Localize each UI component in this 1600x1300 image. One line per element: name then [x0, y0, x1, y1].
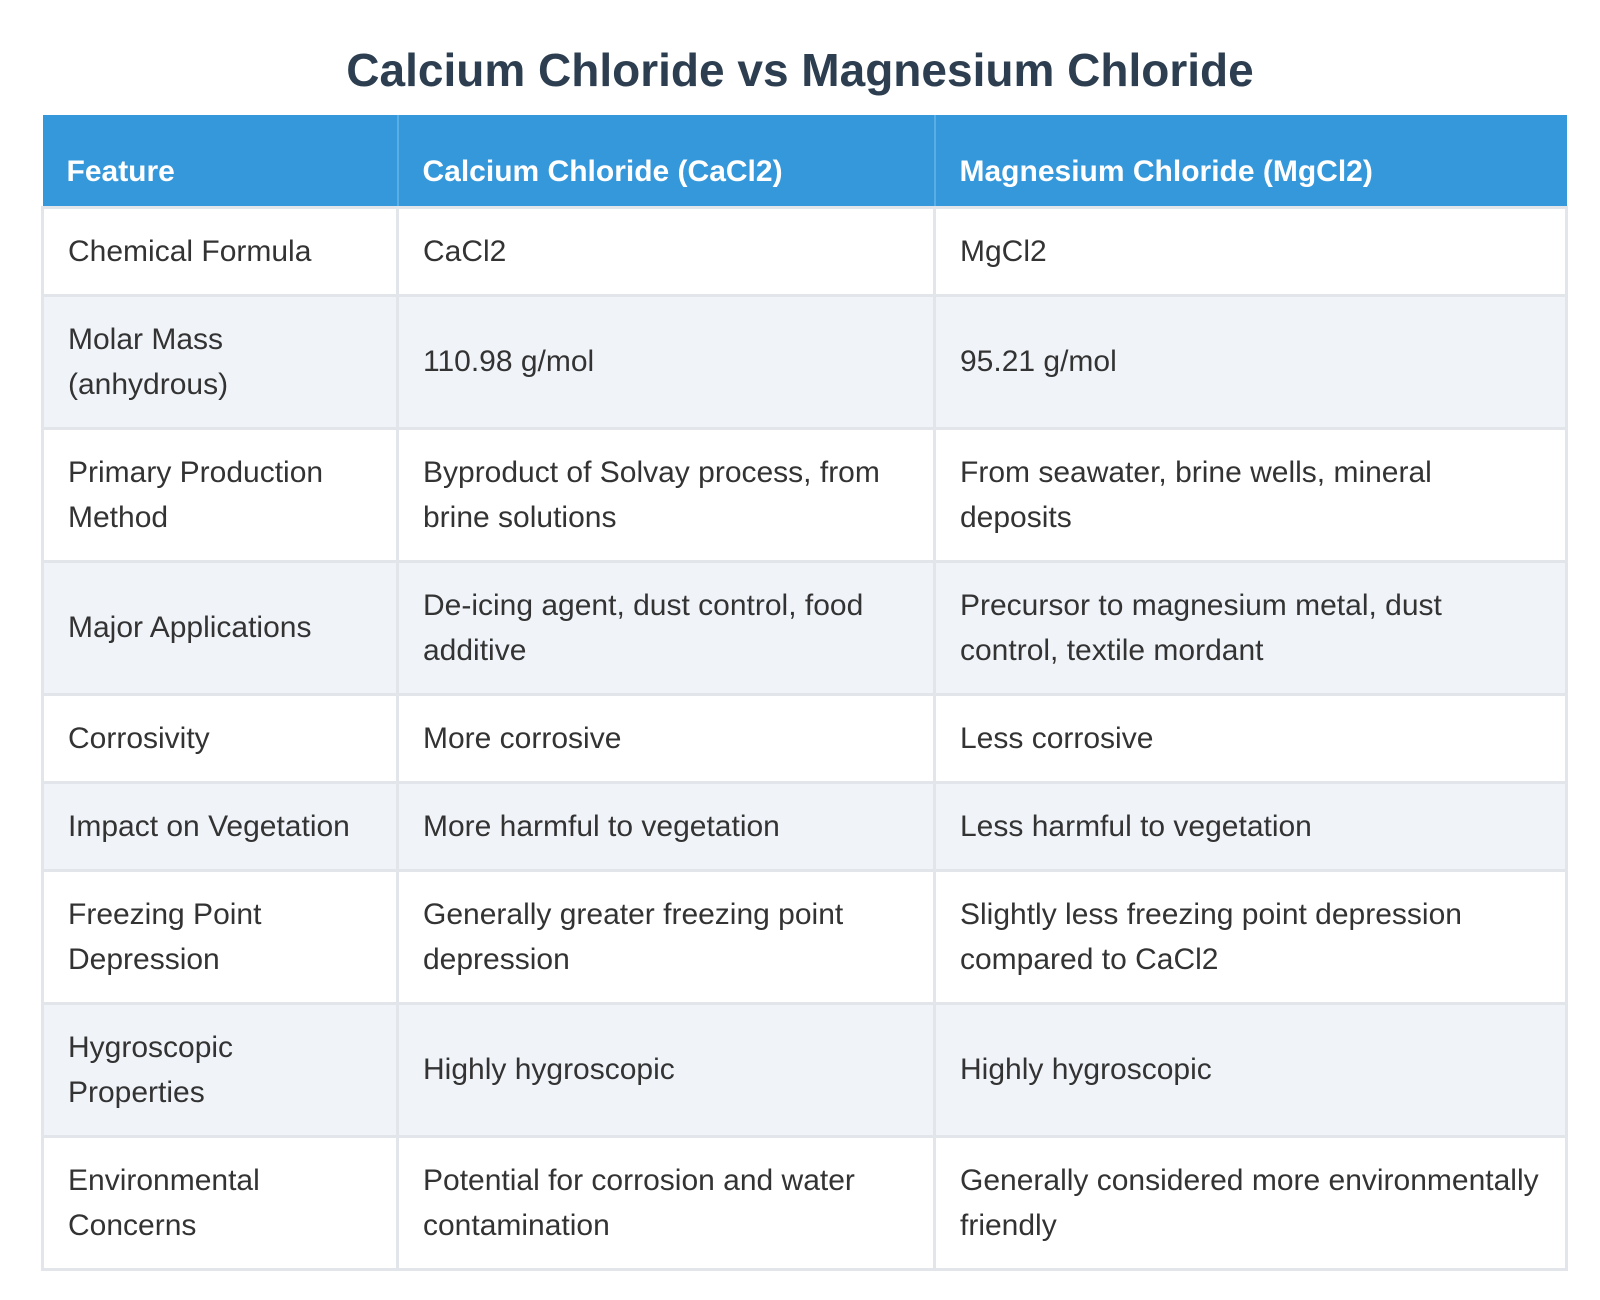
comparison-table — [41, 115, 1568, 1271]
column-header-magnesium-chloride: Magnesium Chloride (MgCl2) — [935, 115, 1567, 207]
table-row — [43, 870, 1567, 1003]
calcium-chloride-cell: More corrosive — [398, 694, 935, 782]
table-row — [43, 207, 1567, 295]
feature-cell: Corrosivity — [43, 694, 398, 782]
magnesium-chloride-cell: Less harmful to vegetation — [935, 782, 1567, 870]
table-row — [43, 694, 1567, 782]
feature-cell: Freezing Point Depression — [43, 870, 398, 1003]
magnesium-chloride-cell: Generally considered more environmentally friendly — [935, 1136, 1567, 1269]
feature-cell: Primary Production Method — [43, 428, 398, 561]
calcium-chloride-cell: CaCl2 — [398, 207, 935, 295]
calcium-chloride-cell: Byproduct of Solvay process, from brine solutions — [398, 428, 935, 561]
feature-cell: Molar Mass (anhydrous) — [43, 295, 398, 428]
calcium-chloride-cell: De-icing agent, dust control, food additive — [398, 561, 935, 694]
feature-cell: Chemical Formula — [43, 207, 398, 295]
column-header-feature: Feature — [43, 115, 398, 207]
magnesium-chloride-cell: 95.21 g/mol — [935, 295, 1567, 428]
feature-cell: Environmental Concerns — [43, 1136, 398, 1269]
table-row — [43, 561, 1567, 694]
table-row — [43, 1003, 1567, 1136]
table-row — [43, 428, 1567, 561]
table-header-row — [43, 115, 1567, 207]
calcium-chloride-cell: Highly hygroscopic — [398, 1003, 935, 1136]
table-row — [43, 1136, 1567, 1269]
magnesium-chloride-cell: From seawater, brine wells, mineral deposits — [935, 428, 1567, 561]
table-row — [43, 782, 1567, 870]
page-title: Calcium Chloride vs Magnesium Chloride — [346, 44, 1254, 96]
feature-cell: Hygroscopic Properties — [43, 1003, 398, 1136]
magnesium-chloride-cell: MgCl2 — [935, 207, 1567, 295]
magnesium-chloride-cell: Less corrosive — [935, 694, 1567, 782]
magnesium-chloride-cell: Slightly less freezing point depression compared to CaCl2 — [935, 870, 1567, 1003]
calcium-chloride-cell: Generally greater freezing point depression — [398, 870, 935, 1003]
calcium-chloride-cell: More harmful to vegetation — [398, 782, 935, 870]
feature-cell: Major Applications — [43, 561, 398, 694]
calcium-chloride-cell: Potential for corrosion and water contamination — [398, 1136, 935, 1269]
magnesium-chloride-cell: Highly hygroscopic — [935, 1003, 1567, 1136]
magnesium-chloride-cell: Precursor to magnesium metal, dust control, textile mordant — [935, 561, 1567, 694]
column-header-calcium-chloride: Calcium Chloride (CaCl2) — [398, 115, 935, 207]
feature-cell: Impact on Vegetation — [43, 782, 398, 870]
calcium-chloride-cell: 110.98 g/mol — [398, 295, 935, 428]
table-row — [43, 295, 1567, 428]
